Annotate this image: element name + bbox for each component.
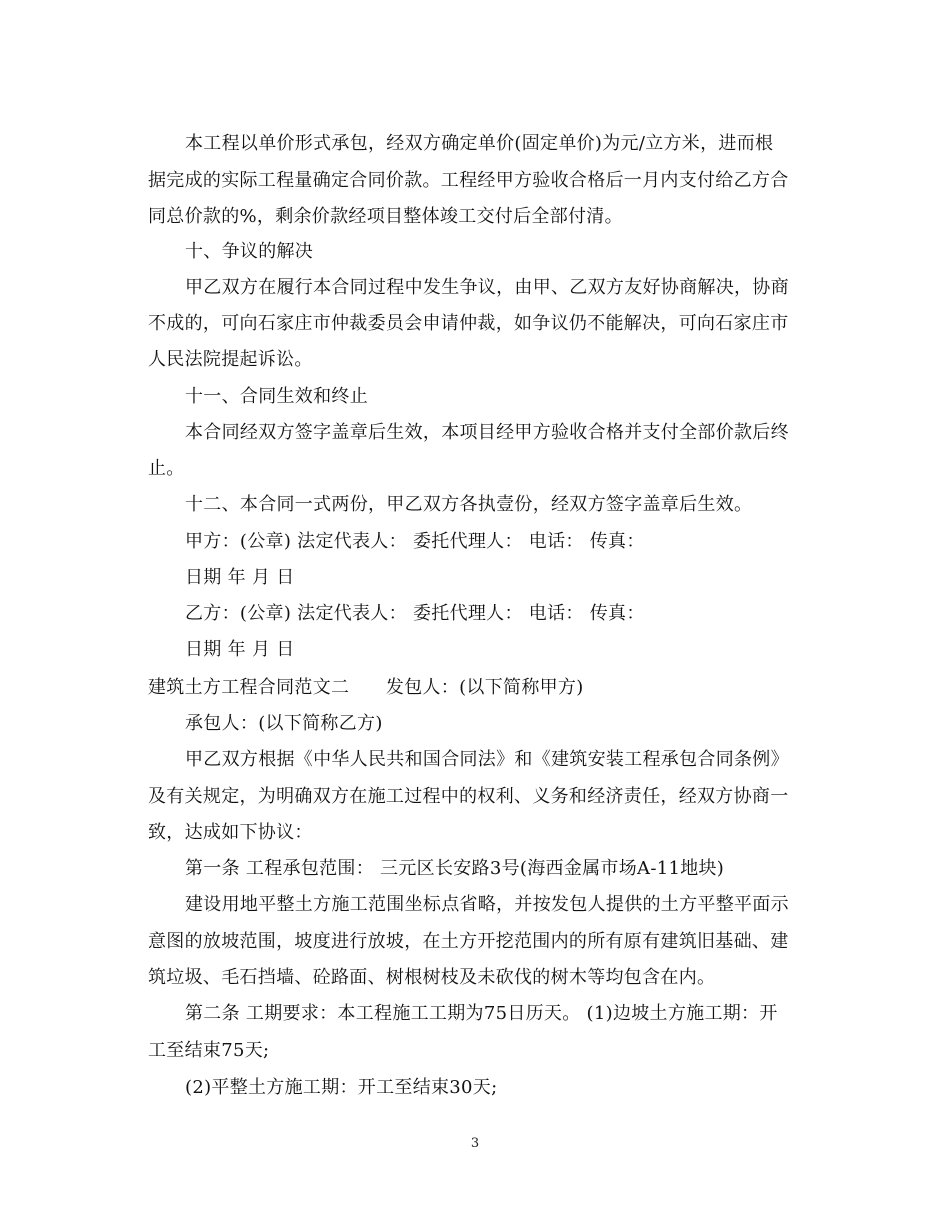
paragraph-line: 同总价款的%，剩余价款经项目整体竣工交付后全部付清。: [148, 206, 623, 227]
signature-line-party-a: 甲方：(公章) 法定代表人： 委托代理人： 电话： 传真：: [185, 531, 645, 552]
paragraph-line: 不成的，可向石家庄市仲裁委员会申请仲裁，如争议仍不能解决，可向石家庄市: [148, 313, 789, 334]
contract-title-line: 建筑土方工程合同范文二 发包人：(以下简称甲方): [148, 677, 584, 698]
section-heading: 十一、合同生效和终止: [185, 386, 368, 407]
paragraph-line: (2)平整土方施工期：开工至结束30天;: [185, 1077, 498, 1098]
date-line-party-a: 日期 年 月 日: [185, 567, 295, 588]
paragraph-line: 甲乙双方根据《中华人民共和国合同法》和《建筑安装工程承包合同条例》: [185, 749, 789, 770]
article-heading: 第二条 工期要求：本工程施工工期为75日历天。 (1)边坡土方施工期：开: [185, 1003, 778, 1024]
paragraph-line: 承包人：(以下简称乙方): [185, 713, 383, 734]
paragraph-line: 意图的放坡范围，坡度进行放坡，在土方开挖范围内的所有原有建筑旧基础、建: [148, 931, 789, 952]
paragraph-line: 致，达成如下协议：: [148, 822, 313, 843]
paragraph-line: 本合同经双方签字盖章后生效，本项目经甲方验收合格并支付全部价款后终: [185, 422, 789, 443]
article-heading: 第一条 工程承包范围： 三元区长安路3号(海西金属市场A-11地块): [185, 858, 725, 879]
paragraph-line: 及有关规定，为明确双方在施工过程中的权利、义务和经济责任，经双方协商一: [148, 786, 789, 807]
paragraph-line: 止。: [148, 458, 185, 479]
paragraph-line: 本工程以单价形式承包，经双方确定单价(固定单价)为元/立方米，进而根: [185, 133, 774, 154]
paragraph-line: 工至结束75天;: [148, 1040, 270, 1061]
paragraph-line: 建设用地平整土方施工范围坐标点省略，并按发包人提供的土方平整平面示: [185, 894, 789, 915]
paragraph-line: 十二、本合同一式两份，甲乙双方各执壹份，经双方签字盖章后生效。: [185, 494, 753, 515]
paragraph-line: 筑垃圾、毛石挡墙、砼路面、树根树枝及未砍伐的树木等均包含在内。: [148, 967, 716, 988]
paragraph-line: 据完成的实际工程量确定合同价款。工程经甲方验收合格后一月内支付给乙方合: [148, 170, 789, 191]
date-line-party-b: 日期 年 月 日: [185, 639, 295, 660]
page-number: 3: [470, 1136, 480, 1151]
section-heading: 十、争议的解决: [185, 241, 314, 262]
signature-line-party-b: 乙方：(公章) 法定代表人： 委托代理人： 电话： 传真：: [185, 603, 645, 624]
paragraph-line: 人民法院提起诉讼。: [148, 349, 313, 370]
paragraph-line: 甲乙双方在履行本合同过程中发生争议，由甲、乙双方友好协商解决，协商: [185, 277, 789, 298]
